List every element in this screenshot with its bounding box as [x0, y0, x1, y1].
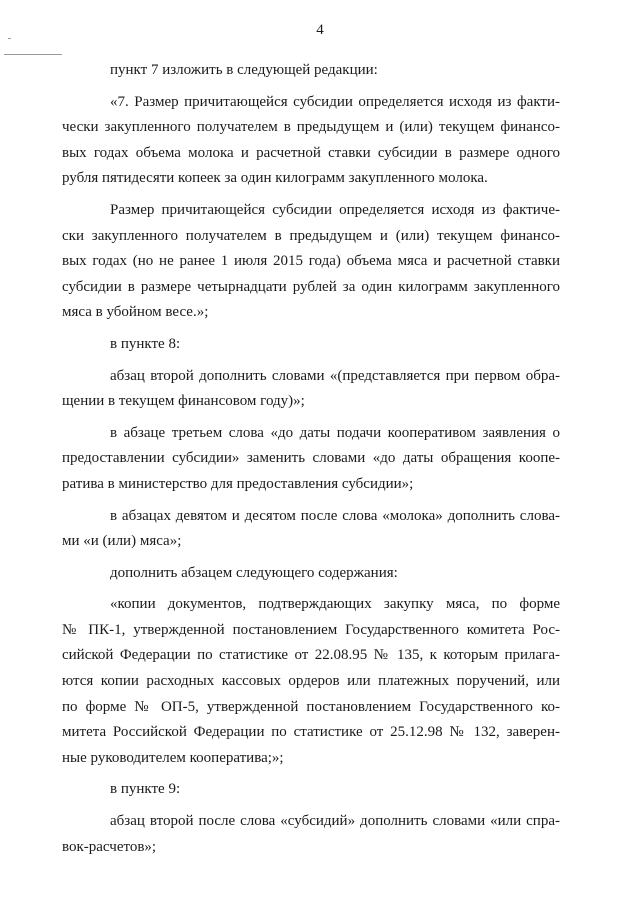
- text-line: мяса в убойном весе.»;: [62, 304, 209, 321]
- text-line: предоставлении субсидии» заменить словами «до даты обращения коопе-: [62, 450, 560, 467]
- text-line: ми «и (или) мяса»;: [62, 533, 182, 550]
- text-line: Размер причитающейся субсидии определяется исходя из фактиче-: [110, 201, 560, 218]
- text-line: абзац второй после слова «субсидий» дополнить словами «или спра-: [110, 813, 560, 830]
- text-line: ски закупленного получателем в предыдущем и (или) текущем финансо-: [62, 227, 560, 244]
- document-body: [62, 58, 560, 860]
- scan-artifact: [4, 54, 62, 55]
- text-line: ратива в министерство для предоставления субсидии»;: [62, 475, 414, 492]
- text-line: вых годах (но не ранее 1 июля 2015 года) объема мяса и расчетной ставки: [62, 253, 560, 270]
- text-line: в пункте 8:: [110, 335, 181, 352]
- text-line: сийской Федерации по статистике от 22.08.95 № 135, к которым прилага-: [62, 647, 560, 664]
- text-line: в пункте 9:: [110, 781, 181, 798]
- page-number: 4: [316, 22, 324, 38]
- text-line: ются копии расходных кассовых ордеров или платежных поручений, или: [62, 673, 560, 690]
- text-line: ные руководителем кооператива;»;: [62, 749, 284, 766]
- text-line: пункт 7 изложить в следующей редакции:: [110, 62, 378, 78]
- text-line: вых годах объема молока и расчетной ставки субсидии в размере одного: [62, 144, 560, 161]
- text-line: абзац второй дополнить словами «(представляется при первом обра-: [110, 367, 560, 384]
- text-line: вок-расчетов»;: [62, 838, 157, 855]
- text-line: по форме № ОП-5, утвержденной постановлением Государственного ко-: [62, 698, 560, 715]
- text-line: «7. Размер причитающейся субсидии определяется исходя из факти-: [110, 93, 560, 110]
- text-line: № ПК-1, утвержденной постановлением Государственного комитета Рос-: [62, 621, 560, 638]
- text-line: «копии документов, подтверждающих закупку мяса, по форме: [110, 596, 560, 613]
- text-line: дополнить абзацем следующего содержания:: [110, 564, 398, 581]
- text-line: рубля пятидесяти копеек за один килограмм закупленного молока.: [62, 170, 488, 187]
- scan-artifact: [8, 38, 11, 39]
- text-line: субсидии в размере четырнадцати рублей за один килограмм закупленного: [62, 278, 560, 295]
- text-line: в абзацах девятом и десятом после слова «молока» дополнить слова-: [110, 507, 560, 524]
- text-line: чески закупленного получателем в предыдущем и (или) текущем финансо-: [62, 119, 560, 136]
- text-line: в абзаце третьем слова «до даты подачи кооперативом заявления о: [110, 424, 560, 441]
- text-line: щении в текущем финансовом году)»;: [62, 393, 305, 410]
- text-line: митета Российской Федерации по статистике от 25.12.98 № 132, заверен-: [62, 724, 560, 741]
